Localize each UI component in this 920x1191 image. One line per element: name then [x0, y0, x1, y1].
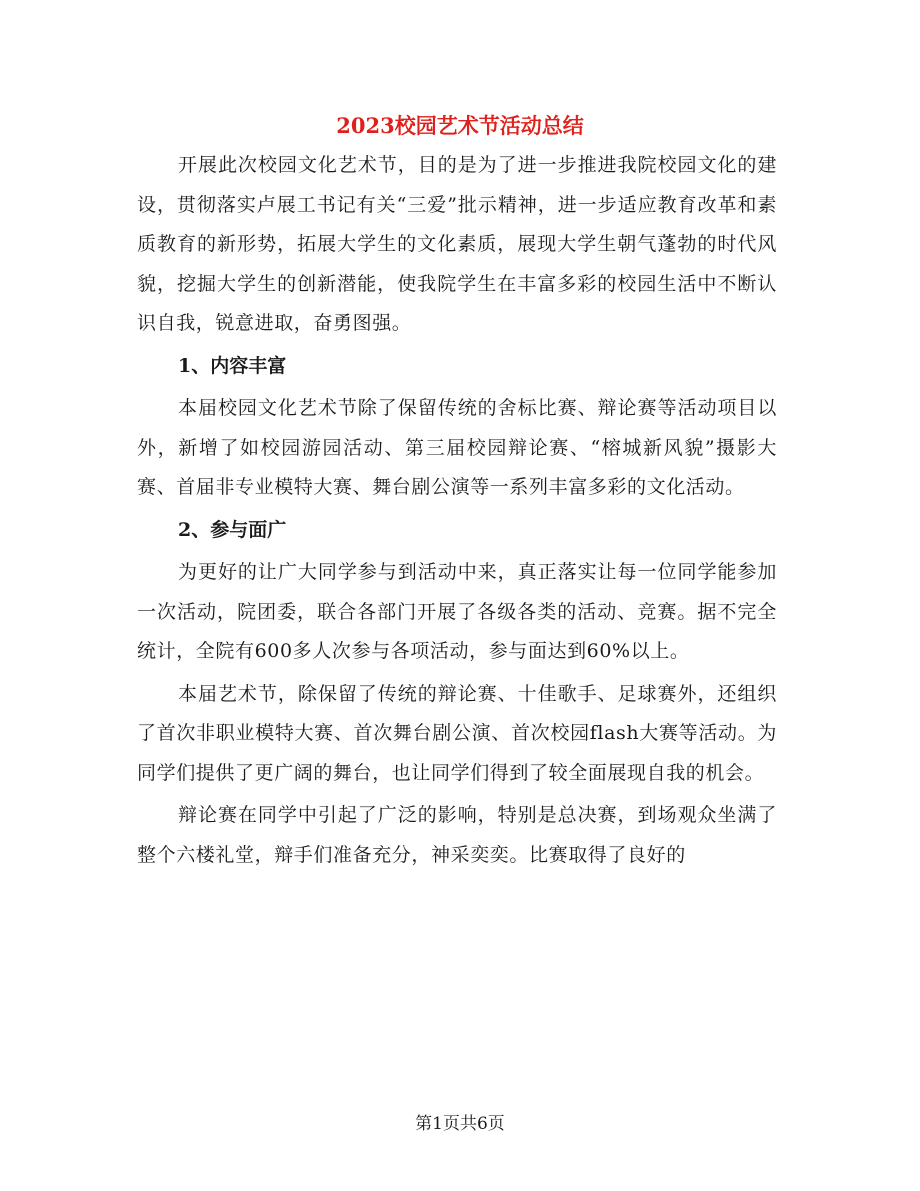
content-rich-paragraph: 本届校园文化艺术节除了保留传统的舍标比赛、辩论赛等活动项目以外，新增了如校园游园活动、第三届校园辩论赛、“榕城新风貌”摄影大赛、首届非专业模特大赛、舞台剧公演等一系列丰富多彩的文化活动。 — [137, 397, 777, 498]
document-title: 2023校园艺术节活动总结 — [336, 113, 584, 138]
art-festival-paragraph: 本届艺术节，除保留了传统的辩论赛、十佳歌手、足球赛外，还组织了首次非职业模特大赛、首次舞台剧公演、首次校园flash大赛等活动。为同学们提供了更广阔的舞台，也让同学们得到了较全面展现自我的机会。 — [137, 682, 777, 784]
intro-paragraph: 开展此次校园文化艺术节，目的是为了进一步推进我院校园文化的建设，贯彻落实卢展工书记有关“三爱”批示精神，进一步适应教育改革和素质教育的新形势，拓展大学生的文化素质，展现大学生朝气蓬勃的时代风貌，挖掘大学生的创新潜能，使我院学生在丰富多彩的校园生活中不断认识自我，锐意进取，奋勇图强。 — [137, 154, 777, 334]
participation-paragraph: 为更好的让广大同学参与到活动中来，真正落实让每一位同学能参加一次活动，院团委，联合各部门开展了各级各类的活动、竞赛。据不完全统计，全院有600多人次参与各项活动，参与面达到60%以上。 — [137, 561, 777, 662]
section-heading-wide-participation: 2、参与面广 — [178, 518, 287, 541]
page-number: 第1页共6页 — [415, 1114, 505, 1134]
document-body — [137, 146, 777, 875]
debate-paragraph: 辩论赛在同学中引起了广泛的影响，特别是总决赛，到场观众坐满了整个六楼礼堂，辩手们准备充分，神采奕奕。比赛取得了良好的 — [137, 804, 777, 866]
section-heading-content-rich: 1、内容丰富 — [178, 354, 287, 377]
